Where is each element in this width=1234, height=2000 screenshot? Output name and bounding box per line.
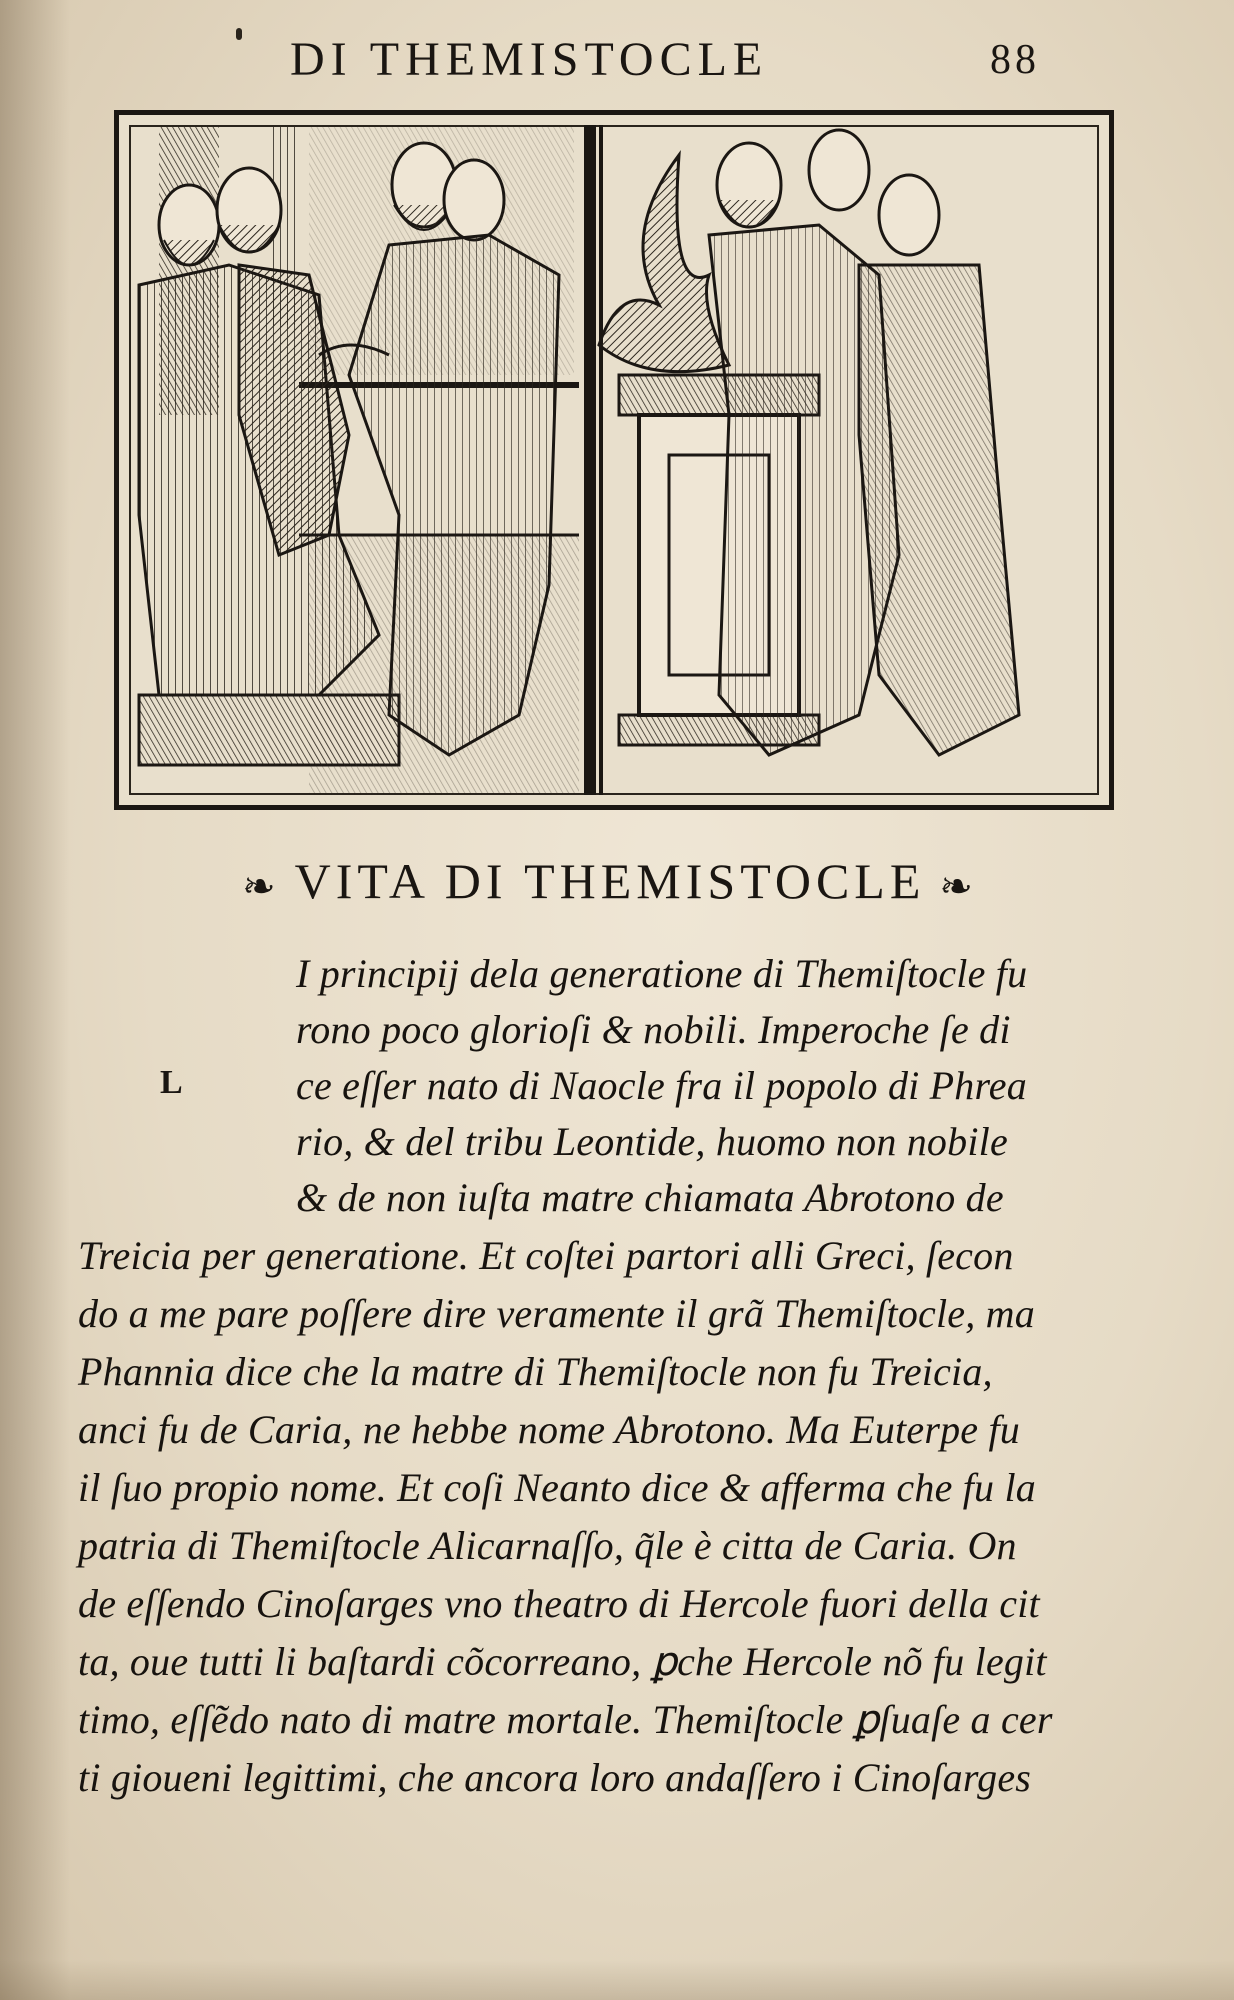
text-line: Phannia dice che la matre di Themiſtocle non fu Treicia, [78, 1349, 993, 1394]
text-line: ti gioueni legittimi, che ancora loro andaſſero i Cinoſarges [78, 1755, 1032, 1800]
text-line: ce eſſer nato di Naocle fra il popolo di Phrea [296, 1063, 1027, 1108]
text-line: do a me pare poſſere dire veramente il grã Themiſtocle, ma [78, 1291, 1035, 1336]
fleuron-right-icon: ❧ [939, 864, 978, 910]
text-line: ta, oue tutti li baſtardi cõcorreano, ꝑche Hercole nõ fu legit [78, 1639, 1047, 1684]
chapter-title-text: VITA DI THEMISTOCLE [294, 853, 926, 909]
text-line: anci fu de Caria, ne hebbe nome Abrotono. Ma Euterpe fu [78, 1407, 1020, 1452]
page-number: 88 [990, 37, 1040, 83]
text-line: Treicia per generatione. Et coſtei partori alli Greci, ſecon [78, 1233, 1014, 1278]
text-line: il ſuo propio nome. Et coſi Neanto dice & afferma che fu la [78, 1465, 1036, 1510]
fleuron-left-icon: ❧ [242, 864, 281, 910]
text-line: de eſſendo Cinoſarges vno theatro di Hercole fuori della cit [78, 1581, 1040, 1626]
guide-initial-letter: L [160, 1064, 183, 1101]
text-line: rono poco glorioſi & nobili. Imperoche ſe di [296, 1007, 1011, 1052]
running-head: DI THEMISTOCLE [290, 33, 769, 86]
text-line: & de non iuſta matre chiamata Abrotono de [296, 1175, 1004, 1220]
text-line: timo, eſſẽdo nato di matre mortale. Themiſtocle ꝑſuaſe a cer [78, 1697, 1053, 1742]
text-line: rio, & del tribu Leontide, huomo non nobile [296, 1119, 1008, 1164]
text-line: I principij dela generatione di Themiſtocle fu [296, 951, 1028, 996]
text-line: patria di Themiſtocle Alicarnaſſo, q̃le è citta de Caria. On [78, 1523, 1017, 1568]
